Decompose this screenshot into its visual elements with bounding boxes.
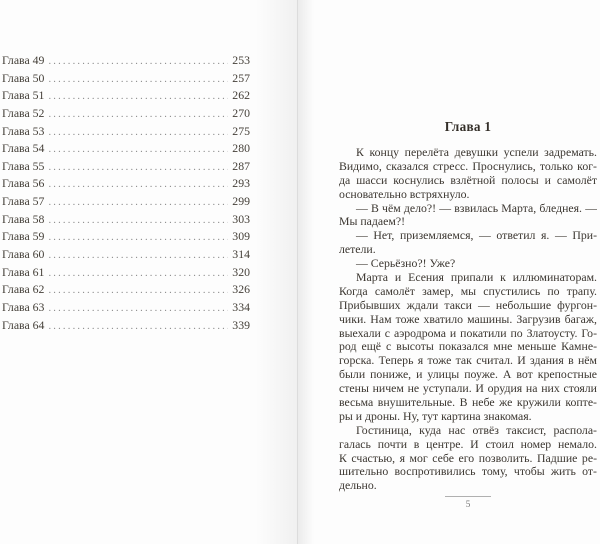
- toc-entry[interactable]: [2, 228, 250, 246]
- toc-entry-page: 326: [232, 282, 250, 297]
- text-line: шительно воспротивились тому, чтобы жить от-: [339, 465, 597, 479]
- text-line: да шасси коснулись взлётной полосы и самолёт: [339, 173, 597, 187]
- toc-entry[interactable]: [2, 281, 250, 299]
- toc-entry-label: Глава 56: [2, 176, 45, 191]
- toc-dot-leader: [48, 141, 228, 159]
- toc-entry-label: Глава 64: [2, 317, 45, 332]
- toc-dot-leader: [48, 176, 228, 194]
- toc-dot-leader: [48, 212, 228, 230]
- toc-entry[interactable]: [2, 299, 250, 317]
- toc-entry-page: 253: [232, 53, 250, 67]
- toc-dot-leader: [48, 124, 228, 142]
- text-line: Гостиница, куда нас отвёз таксист, распола-: [356, 423, 597, 437]
- text-line: Прибывших ждали такси — небольшие фургон-: [339, 298, 597, 312]
- text-line: чики. Нам тоже хватило машины. Загрузив багаж,: [339, 312, 597, 326]
- toc-dot-leader: [48, 300, 228, 318]
- toc-dot-leader: [48, 318, 228, 336]
- page-number: 5: [465, 500, 471, 510]
- toc-dot-leader: [48, 229, 228, 247]
- text-line: Марта и Есения припали к иллюминаторам.: [356, 271, 597, 285]
- toc-entry[interactable]: [2, 211, 250, 229]
- toc-entry-label: Глава 61: [2, 264, 45, 279]
- toc-entry-label: Глава 60: [2, 247, 45, 262]
- text-line: род ещё с высоты показался мне меньше Камне-: [339, 340, 597, 354]
- toc-entry-page: 299: [232, 194, 250, 209]
- text-line: весьма внушительные. В небе же кружили копте-: [339, 396, 597, 410]
- text-line: Когда самолёт замер, мы спустились по трапу.: [339, 284, 597, 298]
- toc-entry[interactable]: [2, 52, 250, 70]
- content-page[interactable]: [298, 0, 600, 544]
- toc-entry[interactable]: [2, 246, 250, 264]
- text-line: Мы падаем?!: [339, 215, 406, 229]
- toc-entry-label: Глава 59: [2, 229, 45, 244]
- toc-entry[interactable]: [2, 175, 250, 193]
- toc-dot-leader: [48, 247, 228, 265]
- chapter-title: Глава 1: [444, 119, 492, 134]
- toc-entry-label: Глава 57: [2, 194, 45, 209]
- text-line: галась почти в центре. И стоил номер немало.: [339, 437, 597, 451]
- toc-entry-label: Глава 62: [2, 282, 45, 297]
- text-line: были пониже, и улицы поуже. А вот крепостные: [339, 368, 597, 382]
- footer-rule: [445, 496, 491, 497]
- toc-entry-label: Глава 63: [2, 299, 45, 314]
- toc-entry-page: 293: [232, 176, 250, 191]
- toc-list: [2, 52, 250, 334]
- text-line: К концу перелёта девушки успели задремать.: [356, 146, 597, 159]
- toc-entry-label: Глава 55: [2, 158, 45, 173]
- text-line: выехали с аэродрома и покатили по Златоусту. Го-: [339, 326, 597, 340]
- toc-dot-leader: [48, 88, 228, 106]
- toc-entry-label: Глава 51: [2, 88, 45, 103]
- text-line: стены ничем не уступали. И орудия на них стояли: [339, 382, 597, 396]
- text-line: летели.: [339, 243, 376, 257]
- toc-entry-page: 339: [232, 317, 250, 332]
- text-line: К счастью, я мог себе его позволить. Падшие ре-: [339, 451, 597, 465]
- toc-entry-label: Глава 50: [2, 70, 45, 85]
- toc-entry-page: 257: [232, 70, 250, 85]
- toc-dot-leader: [48, 265, 228, 283]
- toc-entry-page: 320: [232, 264, 250, 279]
- toc-entry-page: 275: [232, 123, 250, 138]
- text-line: — В чём дело?! — взвилась Марта, бледнея. —: [356, 201, 597, 215]
- toc-entry-page: 303: [232, 211, 250, 226]
- toc-entry-page: 314: [232, 247, 250, 262]
- toc-dot-leader: [48, 106, 228, 124]
- toc-entry-page: 280: [232, 141, 250, 156]
- toc-entry-page: 334: [232, 299, 250, 314]
- text-line: горска. Теперь я тоже так считал. И здания в нём: [339, 354, 597, 368]
- text-line: Видимо, сказался стресс. Проснулись, только ког-: [339, 159, 597, 173]
- toc-entry[interactable]: [2, 158, 250, 176]
- toc-entry-page: 262: [232, 88, 250, 103]
- toc-entry-page: 270: [232, 105, 250, 120]
- toc-dot-leader: [48, 194, 228, 212]
- text-line: ры и дроны. Ну, тут картина знакомая.: [339, 409, 532, 423]
- toc-entry-label: Глава 49: [2, 53, 45, 67]
- toc-dot-leader: [48, 53, 228, 71]
- text-line: — Нет, приземляемся, — ответил я. — При-: [356, 229, 597, 243]
- text-line: дельно.: [339, 479, 377, 493]
- toc-entry-page: 287: [232, 158, 250, 173]
- toc-entry[interactable]: [2, 264, 250, 282]
- toc-entry-label: Глава 52: [2, 105, 45, 120]
- toc-entry[interactable]: [2, 123, 250, 141]
- toc-entry[interactable]: [2, 87, 250, 105]
- toc-dot-leader: [48, 71, 228, 89]
- text-line: основательно встряхнуло.: [339, 187, 470, 201]
- toc-entry[interactable]: [2, 105, 250, 123]
- toc-entry[interactable]: [2, 140, 250, 158]
- toc-entry-label: Глава 58: [2, 211, 45, 226]
- toc-entry-page: 309: [232, 229, 250, 244]
- chapter-text: [339, 146, 597, 493]
- toc-dot-leader: [48, 282, 228, 300]
- toc-entry[interactable]: [2, 317, 250, 335]
- toc-page[interactable]: [0, 0, 298, 544]
- toc-entry-label: Глава 54: [2, 141, 45, 156]
- toc-entry-label: Глава 53: [2, 123, 45, 138]
- toc-dot-leader: [48, 159, 228, 177]
- toc-entry[interactable]: [2, 70, 250, 88]
- toc-entry[interactable]: [2, 193, 250, 211]
- text-line: — Серьёзно?! Уже?: [356, 257, 456, 271]
